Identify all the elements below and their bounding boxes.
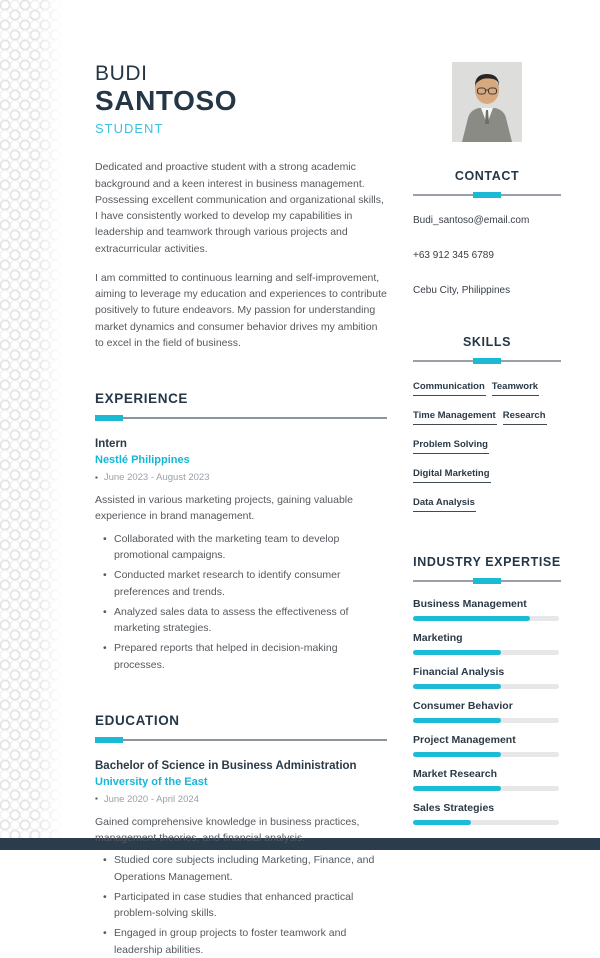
list-item: • Engaged in group projects to foster teamwork and leadership abilities.	[95, 925, 387, 958]
date-text: June 2023 - August 2023	[103, 472, 210, 484]
skill-chip: Time Management	[413, 410, 497, 425]
skill-chip: Digital Marketing	[413, 468, 491, 483]
date-range	[95, 472, 387, 483]
bullet-icon: •	[103, 927, 107, 940]
contact-phone: +63 912 345 6789	[413, 250, 494, 261]
company-name: Nestlé Philippines	[95, 454, 190, 467]
education-description: Gained comprehensive knowledge in business practices, management theories, and financial analysis.	[95, 815, 360, 845]
bullet-icon: •	[103, 642, 107, 655]
contact-email: Budi_santoso@email.com	[413, 215, 530, 226]
degree-title: Bachelor of Science in Business Administration	[95, 759, 357, 772]
contact-title: CONTACT	[454, 169, 520, 183]
date-text: June 2020 - April 2024	[103, 793, 199, 805]
photo-wrap	[413, 62, 561, 142]
skill-bar-track	[413, 820, 559, 825]
contact-location: Cebu City, Philippines	[413, 285, 511, 296]
list-item: • Collaborated with the marketing team to develop promotional campaigns.	[95, 531, 387, 564]
skill-chip: Data Analysis	[413, 497, 476, 512]
experience-title: EXPERIENCE	[95, 391, 189, 407]
decorative-pattern-strip	[0, 0, 62, 838]
skills-section	[413, 335, 561, 521]
date-marker-icon: ▪	[95, 794, 98, 804]
section-divider	[95, 415, 387, 421]
first-name: BUDI	[95, 62, 148, 85]
list-item: • Prepared reports that helped in decision-making processes.	[95, 640, 387, 673]
industry-item: Marketing	[413, 632, 561, 655]
education-title: EDUCATION	[95, 712, 180, 728]
skill-bar-track	[413, 752, 559, 757]
main-column	[95, 62, 387, 958]
skill-chip: Research	[503, 410, 547, 425]
last-name: SANTOSO	[95, 85, 238, 117]
industry-item: Business Management	[413, 598, 561, 621]
date-range	[95, 794, 387, 805]
section-divider	[413, 358, 561, 364]
skill-bar-track	[413, 616, 559, 621]
education-section	[95, 713, 387, 958]
job-title: Intern	[95, 438, 127, 451]
skill-bar-fill	[413, 786, 501, 791]
content	[95, 0, 561, 958]
industry-item: Sales Strategies	[413, 802, 561, 825]
skills-list	[413, 376, 561, 521]
date-marker-icon: ▪	[95, 472, 98, 482]
skill-bar-fill	[413, 752, 501, 757]
skill-bar-fill	[413, 684, 501, 689]
skill-bar-track	[413, 684, 559, 689]
industry-item: Market Research	[413, 768, 561, 791]
contact-section	[413, 169, 561, 298]
job-bullets	[95, 531, 387, 673]
skill-bar-fill	[413, 820, 471, 825]
experience-item	[95, 438, 387, 673]
bullet-icon: •	[103, 605, 107, 618]
industry-item: Financial Analysis	[413, 666, 561, 689]
profile-photo	[452, 62, 522, 142]
experience-section	[95, 391, 387, 673]
bullet-icon: •	[103, 569, 107, 582]
right-column	[413, 62, 561, 958]
skill-bar-fill	[413, 650, 501, 655]
list-item: • Studied core subjects including Marketing, Finance, and Operations Management.	[95, 852, 387, 885]
skill-chip: Teamwork	[492, 381, 539, 396]
education-item	[95, 760, 387, 958]
industry-expertise-section	[413, 555, 561, 825]
contact-list	[413, 214, 561, 298]
skill-bar-track	[413, 650, 559, 655]
role-title: STUDENT	[95, 121, 164, 137]
skill-bar-fill	[413, 616, 530, 621]
industry-list	[413, 598, 561, 825]
job-description: Assisted in various marketing projects, gaining valuable experience in brand management.	[95, 494, 353, 523]
pattern-fade	[36, 0, 62, 838]
skill-bar-track	[413, 718, 559, 723]
bullet-icon: •	[103, 854, 107, 867]
skill-bar-track	[413, 786, 559, 791]
industry-expertise-title: INDUSTRY EXPERTISE	[413, 555, 561, 569]
list-item: • Conducted market research to identify consumer preferences and trends.	[95, 567, 387, 600]
list-item: • Participated in case studies that enhanced practical problem-solving skills.	[95, 889, 387, 922]
skills-title: SKILLS	[462, 335, 512, 349]
bullet-icon: •	[103, 532, 107, 545]
skill-bar-fill	[413, 718, 501, 723]
name-block	[95, 62, 387, 136]
skill-chip: Communication	[413, 381, 486, 396]
bullet-icon: •	[103, 890, 107, 903]
list-item: • Analyzed sales data to assess the effectiveness of marketing strategies.	[95, 604, 387, 637]
industry-item: Consumer Behavior	[413, 700, 561, 723]
industry-item: Project Management	[413, 734, 561, 757]
section-divider	[95, 737, 387, 743]
school-name: University of the East	[95, 775, 208, 788]
summary-paragraph-2: I am committed to continuous learning and self-improvement, aiming to leverage my education and experiences to contribute positively to future endeavors. My passion for understanding market dynamics and consumer behavior drives my ambition to excel in the field of business.	[95, 271, 387, 349]
skill-chip: Problem Solving	[413, 439, 489, 454]
education-bullets	[95, 852, 387, 958]
section-divider	[413, 578, 561, 584]
summary-paragraph-1: Dedicated and proactive student with a strong academic background and a keen interest in business management. Possessing excellent communication and organizational skills, I have consistently worked to develop my capabilities in leadership and teamwork through various projects and extracurricular activities.	[95, 161, 384, 255]
section-divider	[413, 192, 561, 198]
